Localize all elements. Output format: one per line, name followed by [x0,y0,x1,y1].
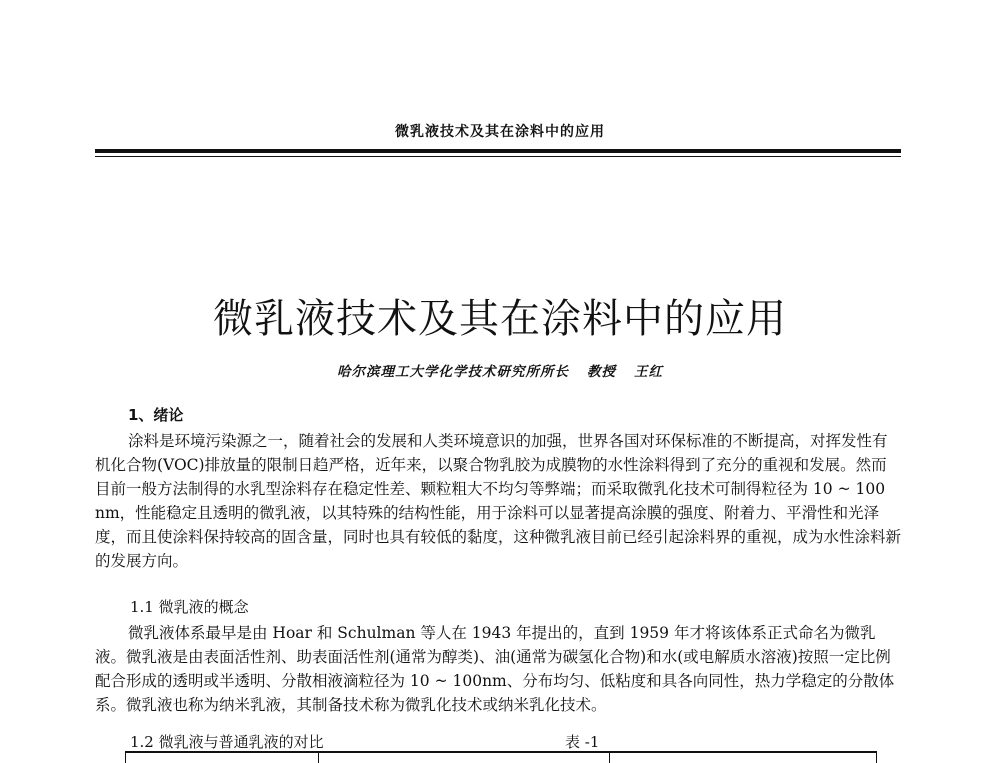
header-rule-thin [95,156,901,157]
author-affiliation: 哈尔滨理工大学化学技术研究所所长 [337,364,569,380]
table-top-border [125,751,877,753]
table-label: 表 -1 [565,733,600,751]
author-line [0,360,1000,380]
paragraph-introduction [95,429,901,573]
table-column-divider [318,751,319,763]
table-column-divider [609,751,610,763]
section-heading-introduction: 1、绪论 [128,406,184,424]
paragraph-concept [95,621,901,717]
table-border-right [876,751,877,763]
header-rule-thick [95,149,901,153]
subsection-heading-concept: 1.1 微乳液的概念 [130,598,249,616]
subsection-heading-comparison: 1.2 微乳液与普通乳液的对比 [130,733,324,751]
table-border-left [125,751,126,763]
paragraph-introduction-text: 涂料是环境污染源之一，随着社会的发展和人类环境意识的加强，世界各国对环保标准的不断提高，对挥发性有机化合物(VOC)排放量的限制日趋严格，近年来，以聚合物乳胶为成膜物的水性涂料得到了充分的重视和发展。然而目前一般方法制得的水乳型涂料存在稳定性差、颗粒粗大不均匀等弊端；而采取微乳化技术可制得粒径为 10 ~ 100 nm，性能稳定且透明的微乳液，以其特殊的结构性能，用于涂料可以显著提高涂膜的强度、附着力、平滑性和光泽度，而且使涂料保持较高的固含量，同时也具有较低的黏度，这种微乳液目前已经引起涂料界的重视，成为水性涂料新的发展方向。 [95,432,902,570]
author-name: 王红 [634,364,663,380]
author-position: 教授 [587,364,616,380]
article-title: 微乳液技术及其在涂料中的应用 [213,296,787,342]
running-header: 微乳液技术及其在涂料中的应用 [395,124,605,140]
paragraph-concept-text: 微乳液体系最早是由 Hoar 和 Schulman 等人在 1943 年提出的，直到 1959 年才将该体系正式命名为微乳液。微乳液是由表面活性剂、助表面活性剂(通常为醇类)、油(通常为碳氢化合物)和水(或电解质水溶液)按照一定比例配合形成的透明或半透明、分散相液滴粒径为 10 ~ 100nm、分布均匀、低粘度和具各向同性，热力学稳定的分散体系。微乳液也称为纳米乳液，其制备技术称为微乳化技术或纳米乳化技术。 [95,624,895,714]
